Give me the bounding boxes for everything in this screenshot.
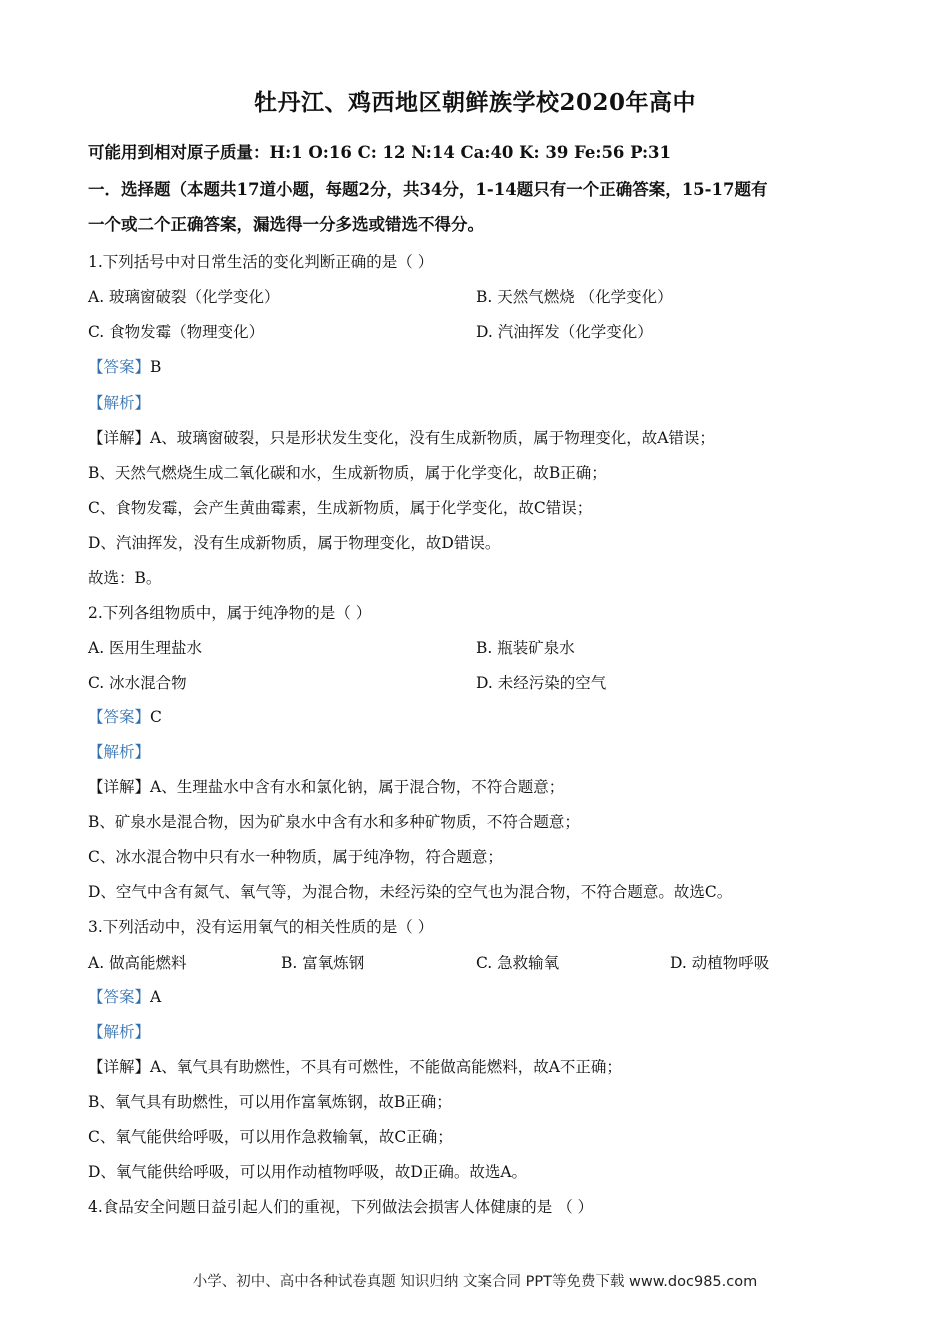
- q2-answer: [88, 707, 162, 727]
- q1-option-d: D. 汽油挥发（化学变化）: [476, 323, 653, 341]
- q1-conclusion: 故选：B。: [88, 569, 162, 587]
- q2-detail: [88, 777, 564, 797]
- detail-tag: 【详解】: [88, 429, 151, 447]
- section-heading-cont: 一个或二个正确答案，漏选得一分多选或错选不得分。: [88, 215, 484, 234]
- q1-option-a: A. 玻璃窗破裂（化学变化）: [88, 288, 280, 306]
- q3-detail: [88, 1057, 622, 1077]
- detail-text: A、氧气具有助燃性，不具有可燃性，不能做高能燃料，故A不正确；: [150, 1058, 622, 1076]
- q2-stem: 2.下列各组物质中，属于纯净物的是（ ）: [88, 604, 372, 622]
- q3-detail-b: B、氧气具有助燃性，可以用作富氧炼钢，故B正确；: [88, 1093, 452, 1111]
- q3-detail-d: D、氧气能供给呼吸，可以用作动植物呼吸，故D正确。故选A。: [88, 1163, 528, 1181]
- q1-detail-b: B、天然气燃烧生成二氧化碳和水，生成新物质，属于化学变化，故B正确；: [88, 464, 607, 482]
- answer-tag: 【答案】: [88, 708, 151, 726]
- q3-analysis-tag: 【解析】: [88, 1023, 151, 1041]
- atomic-mass-line: 可能用到相对原子质量：H:1 O:16 C: 12 N:14 Ca:40 K: 39 Fe:56 P:31: [88, 143, 672, 162]
- answer-tag: 【答案】: [88, 988, 151, 1006]
- q3-detail-c: C、氧气能供给呼吸，可以用作急救输氧，故C正确；: [88, 1128, 453, 1146]
- q4-stem: 4.食品安全问题日益引起人们的重视，下列做法会损害人体健康的是 （ ）: [88, 1198, 594, 1216]
- q2-option-d: D. 未经污染的空气: [476, 674, 607, 692]
- q1-stem: 1.下列括号中对日常生活的变化判断正确的是（ ）: [88, 253, 434, 271]
- answer-value: B: [150, 358, 162, 376]
- q2-analysis-tag: 【解析】: [88, 743, 151, 761]
- answer-value: C: [150, 708, 162, 726]
- q3-option-a: A. 做高能燃料: [88, 954, 187, 972]
- section-heading: 一．选择题（本题共17道小题，每题2分，共34分，1-14题只有一个正确答案，15-17题有: [88, 180, 768, 199]
- q2-detail-c: C、冰水混合物中只有水一种物质，属于纯净物，符合题意；: [88, 848, 503, 866]
- detail-tag: 【详解】: [88, 778, 151, 796]
- q3-option-d: D. 动植物呼吸: [670, 954, 770, 972]
- q2-option-b: B. 瓶装矿泉水: [476, 639, 575, 657]
- q3-option-b: B. 富氧炼钢: [281, 954, 365, 972]
- q1-analysis-tag: 【解析】: [88, 394, 151, 412]
- q2-detail-b: B、矿泉水是混合物，因为矿泉水中含有水和多种矿物质，不符合题意；: [88, 813, 580, 831]
- q1-detail-c: C、食物发霉，会产生黄曲霉素，生成新物质，属于化学变化，故C错误；: [88, 499, 593, 517]
- q1-detail-d: D、汽油挥发，没有生成新物质，属于物理变化，故D错误。: [88, 534, 501, 552]
- q3-answer: [88, 987, 161, 1007]
- detail-text: A、生理盐水中含有水和氯化钠，属于混合物，不符合题意；: [150, 778, 565, 796]
- q1-answer: [88, 357, 161, 377]
- q1-option-c: C. 食物发霉（物理变化）: [88, 323, 265, 341]
- detail-tag: 【详解】: [88, 1058, 151, 1076]
- q3-stem: 3.下列活动中，没有运用氧气的相关性质的是（ ）: [88, 918, 434, 936]
- answer-tag: 【答案】: [88, 358, 151, 376]
- page-title: 牡丹江、鸡西地区朝鲜族学校2020年高中: [253, 89, 696, 116]
- q1-detail: [88, 428, 715, 448]
- q2-option-c: C. 冰水混合物: [88, 674, 187, 692]
- detail-text: A、玻璃窗破裂，只是形状发生变化，没有生成新物质，属于物理变化，故A错误；: [150, 429, 715, 447]
- q1-option-b: B. 天然气燃烧 （化学变化）: [476, 288, 673, 306]
- page-footer: 小学、初中、高中各种试卷真题 知识归纳 文案合同 PPT等免费下载 www.doc985.com: [192, 1274, 758, 1290]
- answer-value: A: [150, 988, 162, 1006]
- q2-option-a: A. 医用生理盐水: [88, 639, 203, 657]
- q3-option-c: C. 急救输氧: [476, 954, 560, 972]
- q2-detail-d: D、空气中含有氮气、氧气等，为混合物，未经污染的空气也为混合物，不符合题意。故选C。: [88, 883, 733, 901]
